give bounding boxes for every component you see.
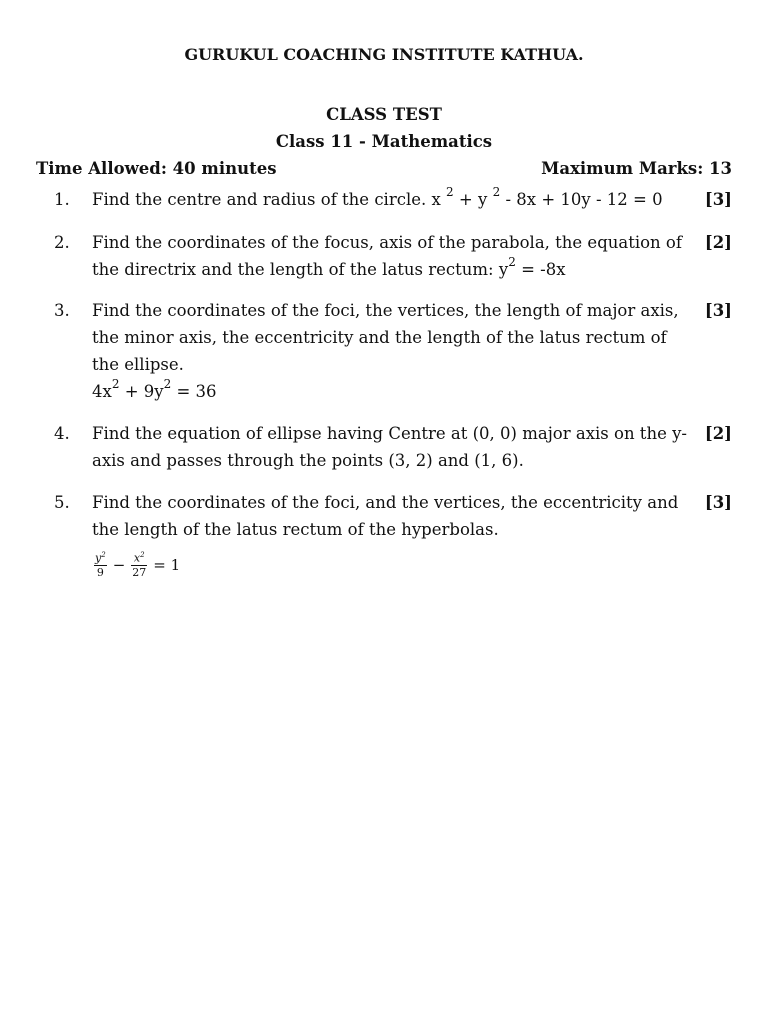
question-number: 5.: [54, 493, 70, 512]
minus-sign: −: [112, 555, 126, 574]
question-marks: [2]: [704, 233, 732, 252]
question-text-part: = -8x: [515, 260, 566, 279]
exponent: 2: [111, 376, 120, 391]
equation-part: = 36: [171, 382, 217, 401]
question-text: Find the equation of ellipse having Centre at (0, 0) major axis on the y-axis and passes through the points (3, 2) and (1, 6).: [92, 424, 687, 470]
question-marks: [3]: [704, 493, 732, 512]
question-marks: [3]: [704, 301, 732, 320]
institute-name: GURUKUL COACHING INSTITUTE KATHUA.: [184, 45, 584, 64]
fraction-denominator: 9: [96, 566, 104, 579]
fraction-numerator: [94, 552, 107, 564]
question-text-part: Find the centre and radius of the circle. x: [92, 190, 447, 209]
question-text: [92, 186, 697, 213]
fraction-numerator: [133, 552, 146, 564]
question-number: 3.: [54, 301, 70, 320]
question-text: [92, 229, 697, 283]
exponent: 2: [492, 184, 501, 199]
hyperbola-equation: [92, 551, 184, 579]
maximum-marks: Maximum Marks: 13: [541, 159, 732, 178]
question-number: 1.: [54, 190, 70, 209]
question-text-part: + y: [453, 190, 493, 209]
question-text-part: - 8x + 10y - 12 = 0: [500, 190, 663, 209]
exponent: 2: [446, 184, 454, 199]
numerator-variable: y: [95, 552, 102, 565]
equation: [92, 378, 697, 405]
fraction: [131, 552, 147, 578]
equation-part: + 9y: [119, 382, 164, 401]
question-marks: [2]: [704, 424, 732, 443]
question-number: 4.: [54, 424, 70, 443]
question-number: 2.: [54, 233, 70, 252]
equation-part: 4x: [92, 382, 112, 401]
test-title: CLASS TEST: [326, 105, 442, 124]
fraction-denominator: 27: [132, 566, 147, 579]
question-text-part: Find the coordinates of the foci, the vertices, the length of major axis, the minor axis, the eccentricity and the length of the latus rectum of the ellipse.: [92, 301, 679, 374]
question-text: [92, 297, 697, 405]
question-text-part: Find the coordinates of the focus, axis of the parabola, the equation of the directrix and the length of the latus rectum: y: [92, 233, 682, 279]
question-text: [92, 489, 697, 579]
numerator-variable: x: [133, 552, 141, 565]
question-text-part: Find the coordinates of the foci, and the vertices, the eccentricity and the length of the latus rectum of the hyperbolas.: [92, 493, 679, 539]
exponent: 2: [163, 376, 172, 391]
subject-title: Class 11 - Mathematics: [275, 132, 493, 151]
question-marks: [3]: [704, 190, 732, 209]
exponent: 2: [101, 551, 106, 560]
fraction: [94, 552, 107, 578]
exponent: 2: [508, 254, 516, 269]
equals-one: = 1: [153, 555, 181, 574]
exponent: 2: [140, 551, 145, 560]
time-allowed: Time Allowed: 40 minutes: [36, 159, 277, 178]
